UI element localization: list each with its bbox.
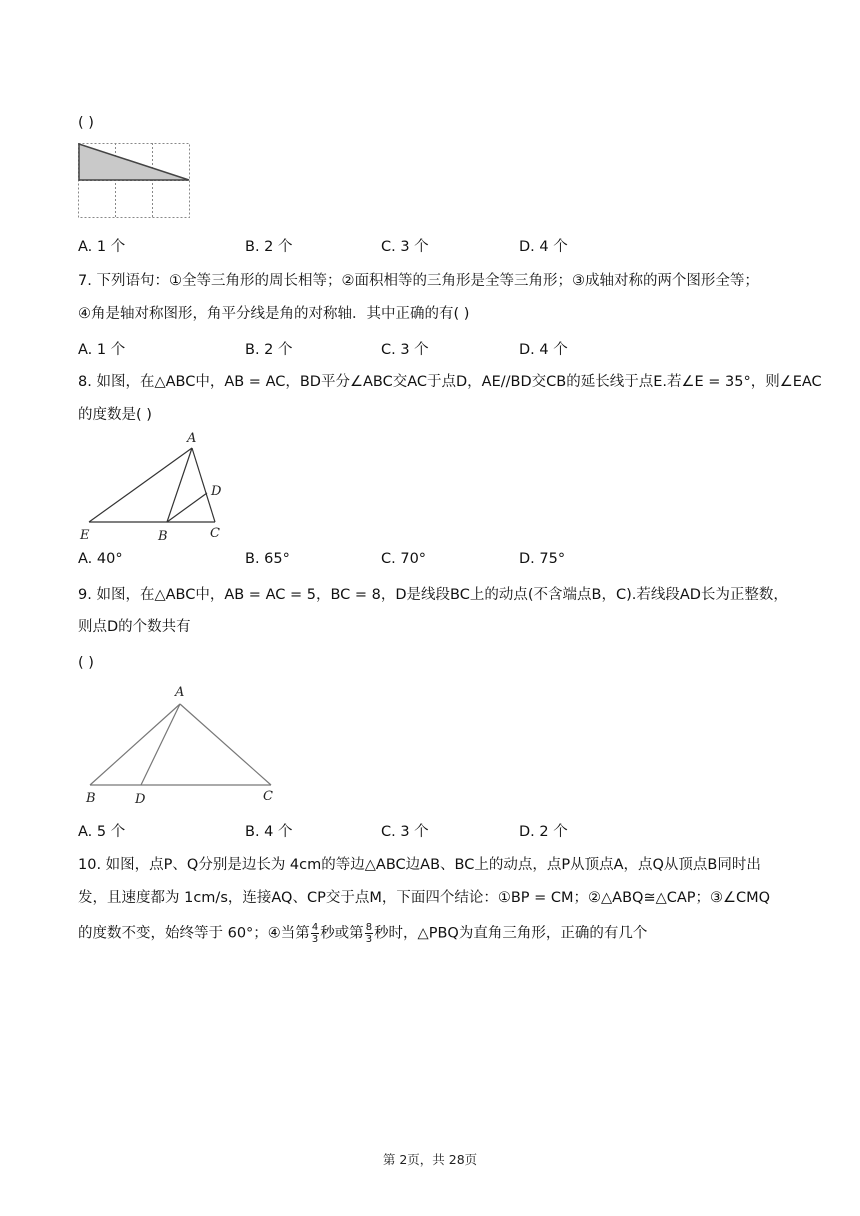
option-a[interactable]: A. 1 个 — [78, 239, 126, 255]
q10-text-line1: 10. 如图，点P、Q分别是边长为 4cm的等边△ABC边AB、BC上的动点，点P从顶点A，点Q从顶点B同时出 — [78, 857, 761, 873]
q10-text-part1: 的度数不变，始终等于 60°；④当第 — [78, 925, 310, 942]
q8-text-line2: 的度数是( ) — [78, 407, 152, 423]
q6-grid-figure — [78, 143, 192, 219]
option-a[interactable]: A. 40° — [78, 551, 123, 567]
fraction-4-3 — [311, 922, 319, 945]
label-b: B — [158, 529, 168, 544]
option-c[interactable]: C. 3 个 — [381, 239, 429, 255]
q6-answer-paren: ( ) — [78, 115, 94, 131]
fraction-numerator: 8 — [365, 922, 373, 933]
q7-text-line2: ④角是轴对称图形，角平分线是角的对称轴．其中正确的有( ) — [78, 306, 470, 322]
label-a: A — [175, 685, 185, 700]
q7-text-line1: 7. 下列语句：①全等三角形的周长相等；②面积相等的三角形是全等三角形；③成轴对称的两个图形全等； — [78, 273, 759, 289]
option-c[interactable]: C. 70° — [381, 551, 427, 567]
option-a[interactable]: A. 5 个 — [78, 824, 126, 840]
page-footer: 第 2页，共 28页 — [382, 1152, 478, 1167]
q10-text-part2: 秒或第 — [320, 925, 364, 942]
option-b[interactable]: B. 4 个 — [245, 824, 293, 840]
fraction-numerator: 4 — [311, 922, 319, 933]
q10-text-line3 — [78, 922, 647, 945]
q8-text-line1: 8. 如图，在△ABC中，AB = AC，BD平分∠ABC交AC于点D，AE//BD交CB的延长线于点E.若∠E = 35°，则∠EAC — [78, 374, 822, 390]
option-b[interactable]: B. 2 个 — [245, 239, 293, 255]
shaded-triangle — [79, 144, 189, 180]
label-e: E — [80, 528, 90, 543]
q9-text-line2: 则点D的个数共有 — [78, 619, 191, 635]
q10-text-part3: 秒时，△PBQ为直角三角形，正确的有几个 — [374, 925, 648, 942]
label-a: A — [187, 431, 197, 446]
option-d[interactable]: D. 4 个 — [519, 342, 568, 358]
label-b: B — [86, 791, 96, 806]
label-d: D — [135, 792, 146, 806]
fraction-8-3 — [365, 922, 373, 945]
option-d[interactable]: D. 4 个 — [519, 239, 568, 255]
q9-text-line1: 9. 如图，在△ABC中，AB = AC = 5，BC = 8，D是线段BC上的动点(不含端点B，C).若线段AD长为正整数， — [78, 587, 788, 603]
q9-answer-paren: ( ) — [78, 655, 94, 671]
option-b[interactable]: B. 65° — [245, 551, 290, 567]
option-b[interactable]: B. 2 个 — [245, 342, 293, 358]
fraction-denominator: 3 — [311, 934, 319, 945]
q10-text-line2: 发，且速度都为 1cm/s，连接AQ、CP交于点M，下面四个结论：①BP = CM；②△ABQ≅△CAP；③∠CMQ — [78, 890, 771, 906]
option-a[interactable]: A. 1 个 — [78, 342, 126, 358]
option-c[interactable]: C. 3 个 — [381, 824, 429, 840]
label-c: C — [210, 526, 220, 541]
option-c[interactable]: C. 3 个 — [381, 342, 429, 358]
option-d[interactable]: D. 75° — [519, 551, 566, 567]
option-d[interactable]: D. 2 个 — [519, 824, 568, 840]
fraction-denominator: 3 — [365, 934, 373, 945]
label-c: C — [263, 789, 273, 804]
q9-triangle-figure — [78, 682, 288, 806]
label-d: D — [211, 484, 222, 499]
q8-triangle-figure — [78, 428, 238, 544]
